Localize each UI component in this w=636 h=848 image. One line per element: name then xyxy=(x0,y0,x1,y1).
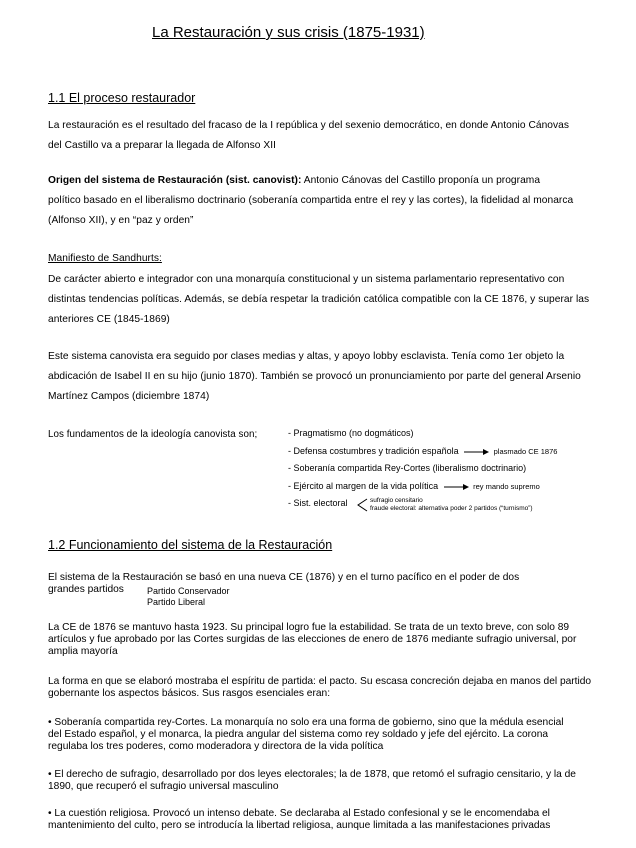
list-item: - Defensa costumbres y tradición española plasmado CE 1876 xyxy=(288,445,558,456)
text-line: distintas tendencias políticas. Además, se debía respetar la tradición católica compatible con la CE 1876, y superar las xyxy=(48,294,590,305)
text-line: • El derecho de sufragio, desarrollado por dos leyes electorales; la de 1878, que retomó el sufragio censitario, y la de xyxy=(48,769,576,780)
text-line: del Estado español, y el monarca, la piedra angular del sistema como rey soldado y jefe del ejército. La corona xyxy=(48,729,549,740)
party-item: Partido Liberal xyxy=(147,597,206,607)
section-heading-1-2: 1.2 Funcionamiento del sistema de la Restauración xyxy=(48,538,333,552)
text-line: La restauración es el resultado del fracaso de la I república y del sexenio democrático, en donde Antonio Cánovas xyxy=(48,120,570,131)
manifiesto-heading: Manifiesto de Sandhurts: xyxy=(48,253,162,264)
origen-label: Origen del sistema de Restauración (sist. canovist): xyxy=(48,175,302,186)
text-line: De carácter abierto e integrador con una monarquía constitucional y un sistema parlamentario representativo con xyxy=(48,274,565,285)
section-heading-1-1: 1.1 El proceso restaurador xyxy=(48,91,196,105)
pacto-paragraph xyxy=(48,676,591,700)
sistema-paragraph xyxy=(48,347,581,407)
text-line: regulaba los tres poderes, como moderadora y directora de la vida política xyxy=(48,741,384,752)
list-item: - Pragmatismo (no dogmáticos) xyxy=(288,428,414,438)
intro-paragraph xyxy=(48,116,569,156)
text-line: El sistema de la Restauración se basó en una nueva CE (1876) y en el turno pacífico en el poder de dos xyxy=(48,572,520,583)
bullet-religiosa xyxy=(48,808,550,832)
text-line: político basado en el liberalismo doctrinario (soberanía compartida entre el rey y las cortes), la fidelidad al monarca xyxy=(48,195,574,206)
origen-paragraph xyxy=(48,171,573,231)
text-line: abdicación de Isabel II en su hijo (junio 1870). También se provocó un pronunciamiento por parte del general Arsenio xyxy=(48,371,581,382)
list-item: - Soberanía compartida Rey-Cortes (liberalismo doctrinario) xyxy=(288,463,527,473)
branch-bracket-icon xyxy=(356,498,368,512)
text-line xyxy=(48,171,573,191)
text-line: amplia mayoría xyxy=(48,646,118,657)
text-line: 1890, que recuperó el sufragio universal masculino xyxy=(48,781,279,792)
text-line: • La cuestión religiosa. Provocó un intenso debate. Se declaraba al Estado confesional y se le encomendaba el xyxy=(48,808,550,819)
electoral-notes: sufragio censitario fraude electoral: alternativa poder 2 partidos (“turnismo”) xyxy=(370,497,533,512)
ce-1876-paragraph xyxy=(48,622,576,658)
text-line: La CE de 1876 se mantuvo hasta 1923. Su principal logro fue la estabilidad. Se trata de un texto breve, con solo 89 xyxy=(48,622,570,633)
fundamentos-label: Los fundamentos de la ideología canovista son; xyxy=(48,429,258,440)
origen-first: Antonio Cánovas del Castillo proponía un programa xyxy=(301,175,541,186)
list-item-note: plasmado CE 1876 xyxy=(493,446,558,456)
party-item: Partido Conservador xyxy=(147,586,230,596)
text-line: (Alfonso XII), y en “paz y orden” xyxy=(48,215,194,226)
text-line: La forma en que se elaboró mostraba el espíritu de partida: el pacto. Su escasa concreción dejaba en manos del partido xyxy=(48,676,592,687)
list-item: - Sist. electoral sufragio censitario fraude electoral: alternativa poder 2 partidos (“turnismo”) xyxy=(288,497,533,512)
turno-paragraph xyxy=(48,572,519,596)
text-line: Martínez Campos (diciembre 1874) xyxy=(48,391,210,402)
bullet-soberania xyxy=(48,717,564,753)
page-title: La Restauración y sus crisis (1875-1931) xyxy=(152,24,425,41)
text-line: grandes partidos xyxy=(48,584,124,595)
manifiesto-paragraph xyxy=(48,270,589,330)
party-list xyxy=(147,586,230,608)
arrow-right-icon xyxy=(443,482,469,490)
text-line: anteriores CE (1845-1869) xyxy=(48,314,170,325)
text-line: mantenimiento del culto, pero se introducía la libertad religiosa, aunque limitada a las manifestaciones privadas xyxy=(48,820,551,831)
text-line: Este sistema canovista era seguido por clases medias y altas, y apoyo lobby esclavista. Tenía como 1er objeto la xyxy=(48,351,565,362)
list-item: - Ejército al margen de la vida política rey mando supremo xyxy=(288,480,540,491)
text-line: artículos y fue aprobado por las Cortes surgidas de las elecciones de enero de 1876 mediante sufragio universal, por xyxy=(48,634,577,645)
fundamentos-list xyxy=(288,425,557,513)
arrow-right-icon xyxy=(463,447,489,455)
text-line: del Castillo va a preparar la llegada de Alfonso XII xyxy=(48,140,276,151)
text-line: • Soberanía compartida rey-Cortes. La monarquía no solo era una forma de gobierno, sino que la médula esencial xyxy=(48,717,564,728)
list-item-note: rey mando supremo xyxy=(473,481,540,491)
text-line: gobernante los aspectos básicos. Sus rasgos esenciales eran: xyxy=(48,688,331,699)
bullet-sufragio xyxy=(48,769,576,793)
